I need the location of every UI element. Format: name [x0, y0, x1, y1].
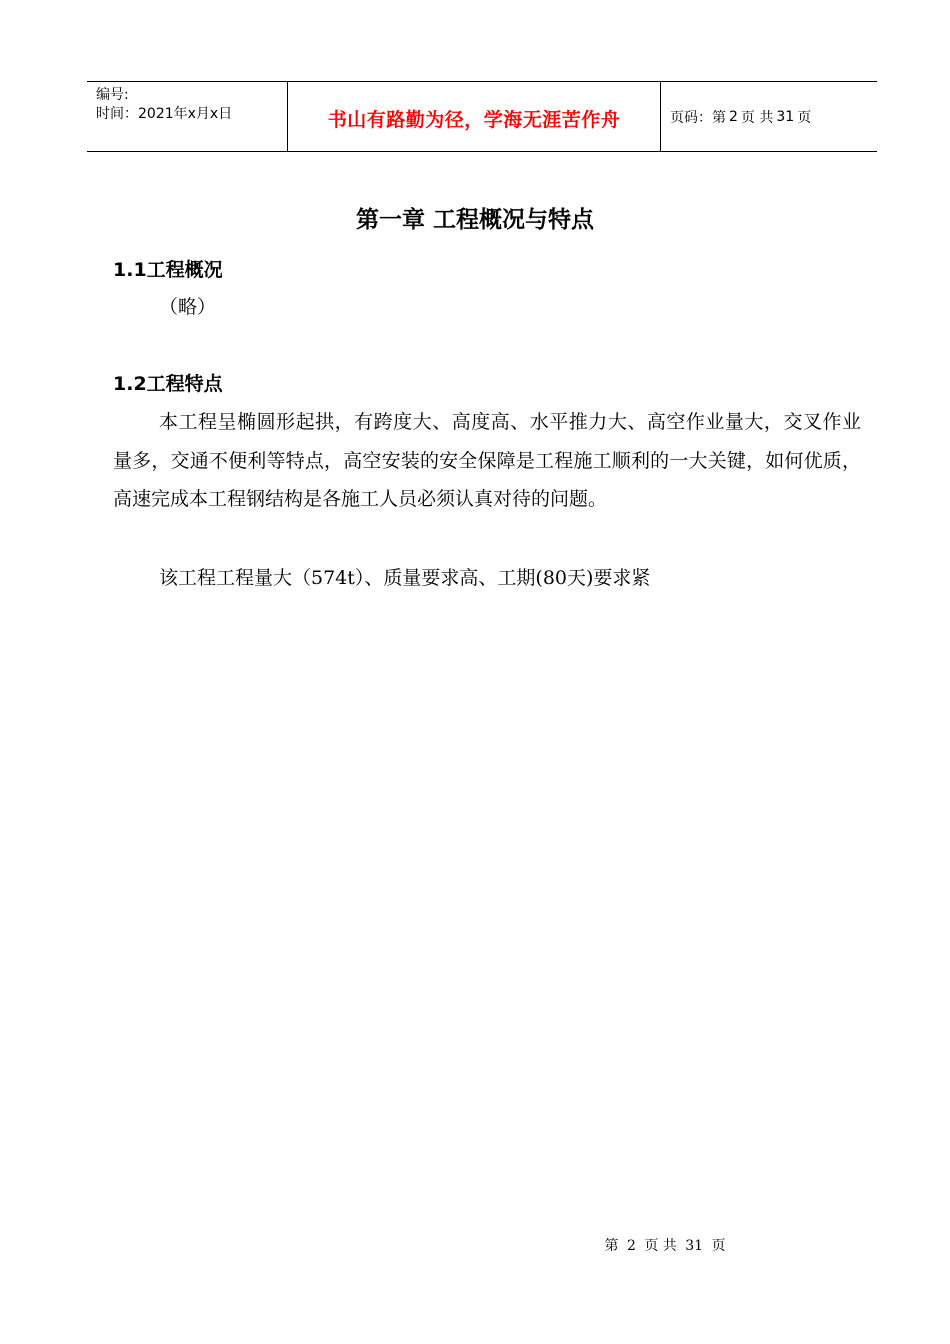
footer-suffix: 页: [711, 1238, 726, 1254]
header-motto: 书山有路勤为径，学海无涯苦作舟: [327, 109, 621, 131]
page-footer: [0, 1235, 950, 1255]
footer-page-number: 2: [626, 1238, 636, 1254]
header-page-cell: [661, 82, 877, 151]
header-page-total: 31: [776, 108, 795, 125]
footer-prefix: 第: [604, 1238, 619, 1254]
header-info-cell: [87, 82, 288, 151]
document-code-label: 编号:: [96, 87, 129, 103]
header-page-mid: 页 共: [740, 109, 774, 126]
page-header: [87, 81, 877, 152]
header-page-end: 页: [797, 109, 812, 126]
header-page-number: 2: [729, 108, 738, 125]
footer-page-total: 31: [685, 1238, 704, 1254]
section-heading-overview: 1.1工程概况: [113, 259, 223, 281]
header-motto-cell: [288, 82, 661, 151]
document-date: 时间：2021年x月x日: [96, 106, 233, 122]
section-overview-text: （略）: [159, 296, 217, 318]
section-heading-features: 1.2工程特点: [113, 373, 223, 395]
chapter-title: 第一章 工程概况与特点: [355, 207, 594, 233]
features-paragraph-2: 该工程工程量大（574t）、质量要求高、工期(80天)要求紧: [159, 567, 651, 589]
features-paragraph-1: 本工程呈椭圆形起拱，有跨度大、高度高、水平推力大、高空作业量大，交叉作业量多，交通不便利等特点，高空安装的安全保障是工程施工顺利的一大关键，如何优质，高速完成本工程钢结构是各施工人员必须认真对待的问题。: [113, 411, 861, 510]
footer-mid: 页 共: [644, 1238, 677, 1254]
header-page-label: 页码：第: [670, 109, 726, 126]
